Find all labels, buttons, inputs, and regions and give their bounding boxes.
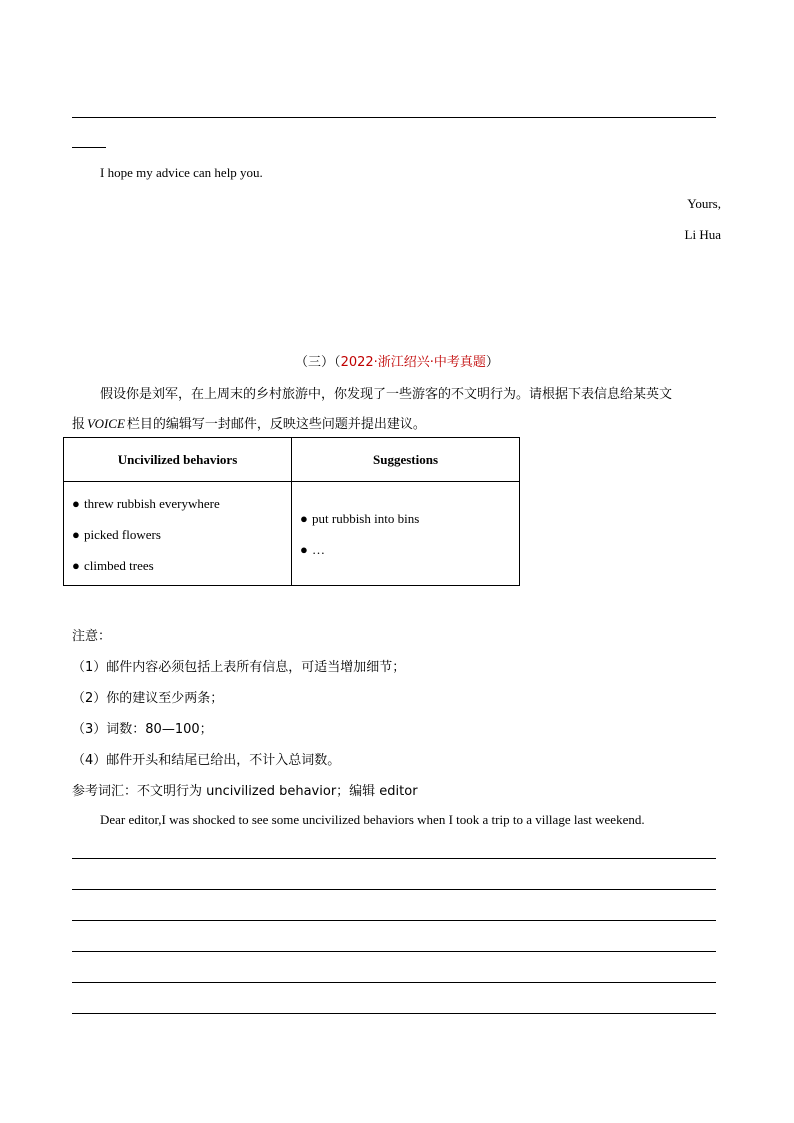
prompt-line-2-post: 栏目的编辑写一封邮件，反映这些问题并提出建议。 — [126, 417, 426, 432]
section-heading-close: ） — [485, 355, 499, 370]
signature: Li Hua — [684, 227, 721, 242]
list-item — [64, 550, 291, 581]
note-item-1: （1）邮件内容必须包括上表所有信息，可适当增加细节； — [72, 660, 406, 675]
bullet-icon: ● — [300, 511, 308, 526]
prompt-line-2 — [72, 413, 426, 432]
bullet-icon: ● — [72, 527, 80, 542]
suggestion-text: put rubbish into bins — [312, 511, 420, 526]
bullet-icon: ● — [300, 542, 308, 557]
prompt-line-2-pre: 报 — [72, 417, 86, 432]
behavior-text: threw rubbish everywhere — [84, 496, 220, 511]
info-table — [63, 437, 520, 586]
note-item-2: （2）你的建议至少两条； — [72, 691, 224, 706]
section-heading-source: 2022·浙江绍兴·中考真题 — [340, 355, 486, 370]
suggestion-text: … — [312, 542, 325, 557]
prompt-voice: VOICE — [87, 416, 125, 431]
list-item — [292, 503, 519, 534]
writing-line — [72, 1013, 716, 1014]
writing-line — [72, 889, 716, 890]
list-item — [64, 519, 291, 550]
section-heading — [0, 351, 794, 370]
signoff: Yours, — [687, 196, 721, 211]
behaviors-cell — [64, 482, 292, 586]
header-suggestions: Suggestions — [292, 438, 520, 482]
writing-line — [72, 951, 716, 952]
writing-line — [72, 858, 716, 859]
list-item — [64, 488, 291, 519]
bullet-icon: ● — [72, 496, 80, 511]
notes-title: 注意： — [72, 629, 112, 644]
header-behaviors: Uncivilized behaviors — [64, 438, 292, 482]
table-header-row — [64, 438, 520, 482]
answer-line-top — [72, 117, 716, 118]
bullet-icon: ● — [72, 558, 80, 573]
writing-line — [72, 920, 716, 921]
note-item-3: （3）词数：80—100； — [72, 722, 213, 737]
letter-opening: Dear editor,I was shocked to see some uncivilized behaviors when I took a trip to a village last weekend. — [100, 812, 645, 827]
vocab-hint: 参考词汇：不文明行为 uncivilized behavior；编辑 editor — [72, 784, 418, 799]
section-heading-num: （三）（ — [295, 355, 341, 370]
answer-line-stub — [72, 147, 106, 148]
list-item — [292, 534, 519, 565]
table-row — [64, 482, 520, 586]
suggestions-cell — [292, 482, 520, 586]
behavior-text: climbed trees — [84, 558, 154, 573]
behavior-text: picked flowers — [84, 527, 161, 542]
note-item-4: （4）邮件开头和结尾已给出，不计入总词数。 — [72, 753, 341, 768]
closing-line: I hope my advice can help you. — [100, 165, 263, 180]
prompt-line-1: 假设你是刘军，在上周末的乡村旅游中，你发现了一些游客的不文明行为。请根据下表信息给某英文 — [100, 387, 673, 402]
writing-line — [72, 982, 716, 983]
